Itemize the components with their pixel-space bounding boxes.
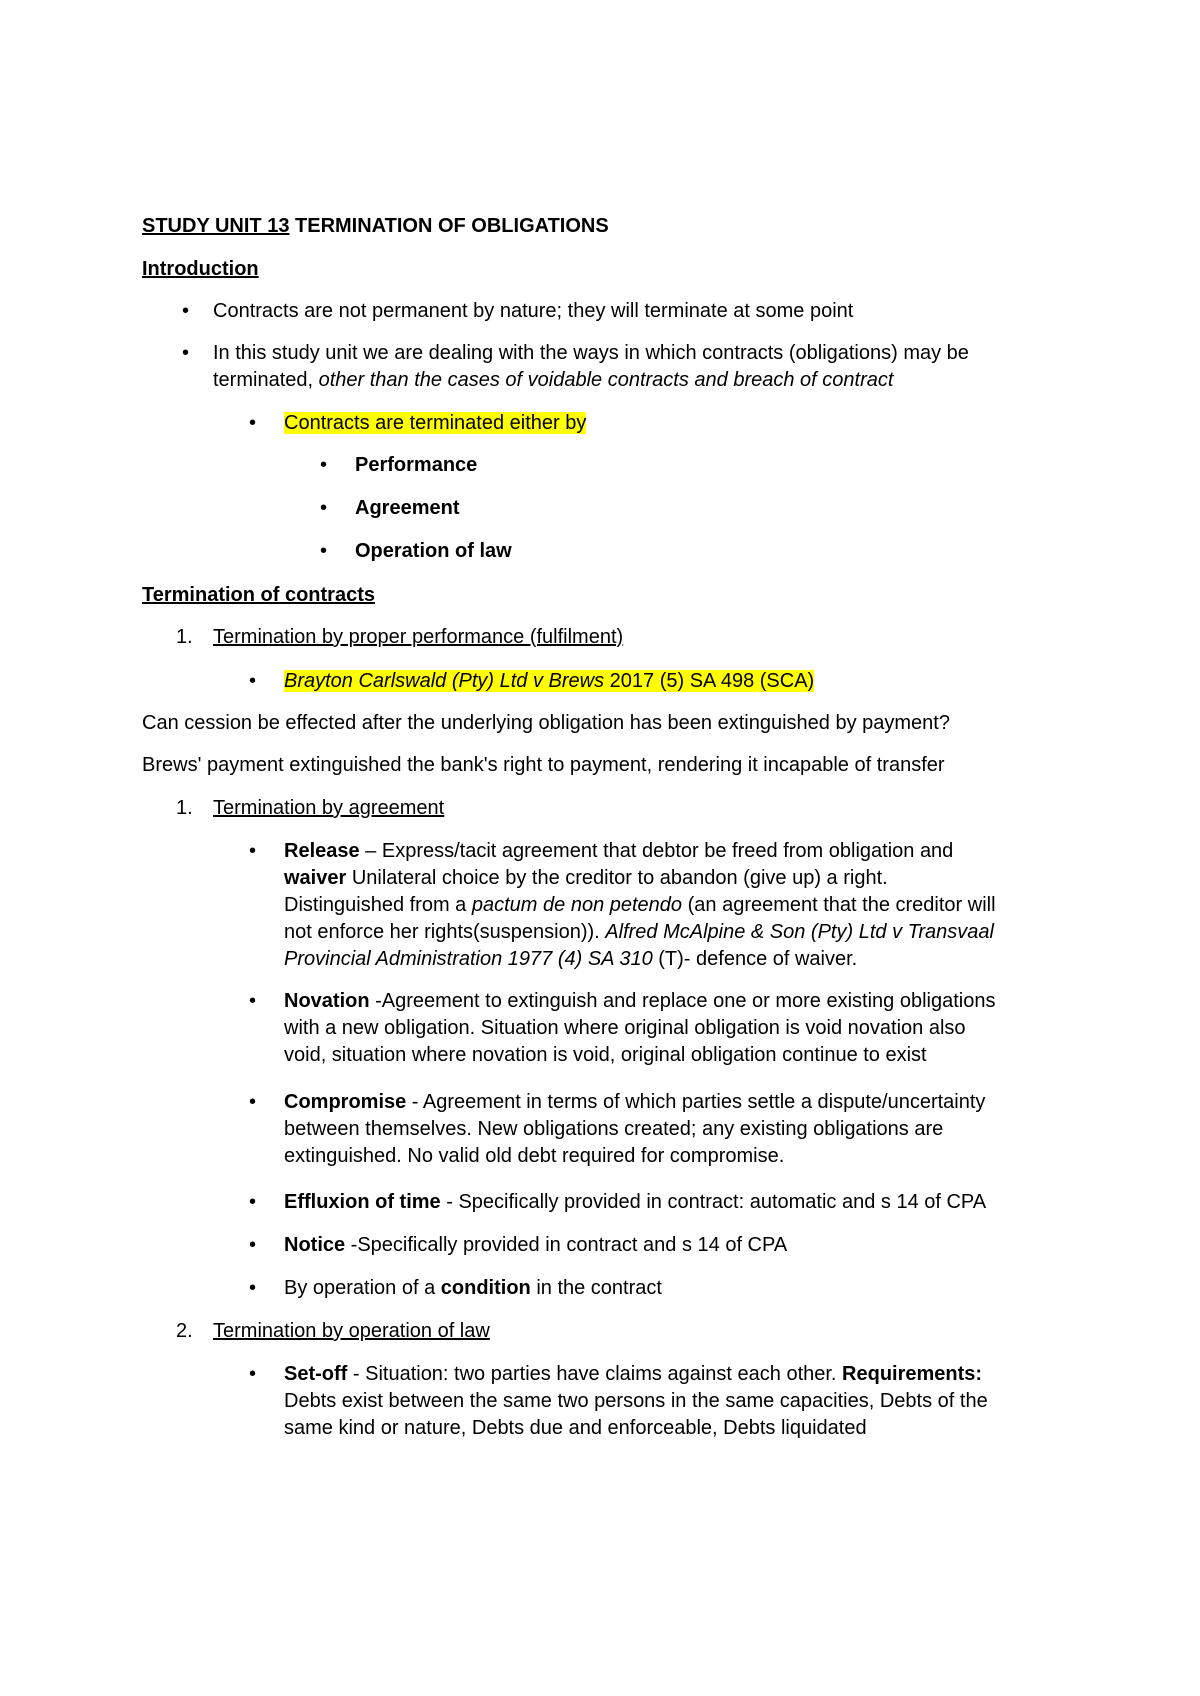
item-novation: Novation -Agreement to extinguish and replace one or more existing obligations with a new obligation. Situation where original obligation is void novation also void, situation where novation is void, original obligation continue to exist [284, 990, 996, 1066]
item-notice: Notice -Specifically provided in contract and s 14 of CPA [284, 1234, 788, 1256]
way-operation-of-law: Operation of law [355, 540, 512, 562]
section-number: 2. [176, 1320, 193, 1342]
case-brayton: Brayton Carlswald (Pty) Ltd v Brews 2017 (5) SA 498 (SCA) [284, 670, 815, 692]
bullet-icon: • [249, 1234, 257, 1256]
intro-bullet-3: Contracts are terminated either by [284, 412, 587, 434]
title-rest: TERMINATION OF OBLIGATIONS [289, 215, 609, 237]
page-title [142, 213, 609, 240]
bullet-icon: • [249, 412, 257, 434]
title-unit: STUDY UNIT 13 [142, 215, 290, 237]
termination-heading: Termination of contracts [142, 584, 375, 606]
item-set-off: Set-off - Situation: two parties have claims against each other. Requirements: Debts exist between the same two persons in the same capacities, Debts of the same kind or nature, Debts due and enforceable, Debts liquidated [284, 1363, 988, 1439]
item-effluxion: Effluxion of time - Specifically provided in contract: automatic and s 14 of CPA [284, 1191, 987, 1213]
intro-bullet-2-line-2a: terminated, [213, 369, 319, 391]
section-number: 1. [176, 797, 193, 819]
section-number: 1. [176, 626, 193, 648]
bullet-icon: • [249, 1277, 257, 1299]
bullet-icon: • [182, 300, 190, 322]
item-condition: By operation of a condition in the contract [284, 1277, 662, 1299]
intro-heading: Introduction [142, 258, 259, 280]
intro-bullet-2-line-2b: other than the cases of voidable contracts and breach of contract [318, 369, 894, 391]
intro-bullet-2 [213, 340, 969, 394]
cession-question: Can cession be effected after the underlying obligation has been extinguished by payment? [142, 712, 950, 734]
bullet-icon: • [249, 840, 257, 862]
bullet-icon: • [249, 670, 257, 692]
section-performance-title: Termination by proper performance (fulfilment) [213, 626, 624, 648]
cession-answer: Brews' payment extinguished the bank's right to payment, rendering it incapable of transfer [142, 754, 945, 776]
bullet-icon: • [320, 497, 328, 519]
item-compromise: Compromise - Agreement in terms of which parties settle a dispute/uncertainty between themselves. New obligations created; any existing obligations are extinguished. No valid old debt required for compromise. [284, 1091, 986, 1167]
bullet-icon: • [320, 540, 328, 562]
way-agreement: Agreement [355, 497, 460, 519]
bullet-icon: • [182, 342, 190, 364]
bullet-icon: • [320, 454, 328, 476]
intro-bullet-2-line-1: In this study unit we are dealing with the ways in which contracts (obligations) may be [213, 342, 969, 364]
bullet-icon: • [249, 1363, 257, 1385]
bullet-icon: • [249, 1091, 257, 1113]
bullet-icon: • [249, 990, 257, 1012]
item-release: Release – Express/tacit agreement that debtor be freed from obligation and waiver Unilateral choice by the creditor to abandon (give up) a right. Distinguished from a pactum de non petendo (an agreement that the creditor will not enforce her rights(suspension)). Alfred McAlpine & Son (Pty) Ltd v Transvaal Provincial Administration 1977 (4) SA 310 (T)- defence of waiver. [284, 840, 996, 970]
intro-bullet-1: Contracts are not permanent by nature; they will terminate at some point [213, 300, 854, 322]
bullet-icon: • [249, 1191, 257, 1213]
section-agreement-title: Termination by agreement [213, 797, 445, 819]
way-performance: Performance [355, 454, 478, 476]
section-operation-of-law-title: Termination by operation of law [213, 1320, 490, 1342]
